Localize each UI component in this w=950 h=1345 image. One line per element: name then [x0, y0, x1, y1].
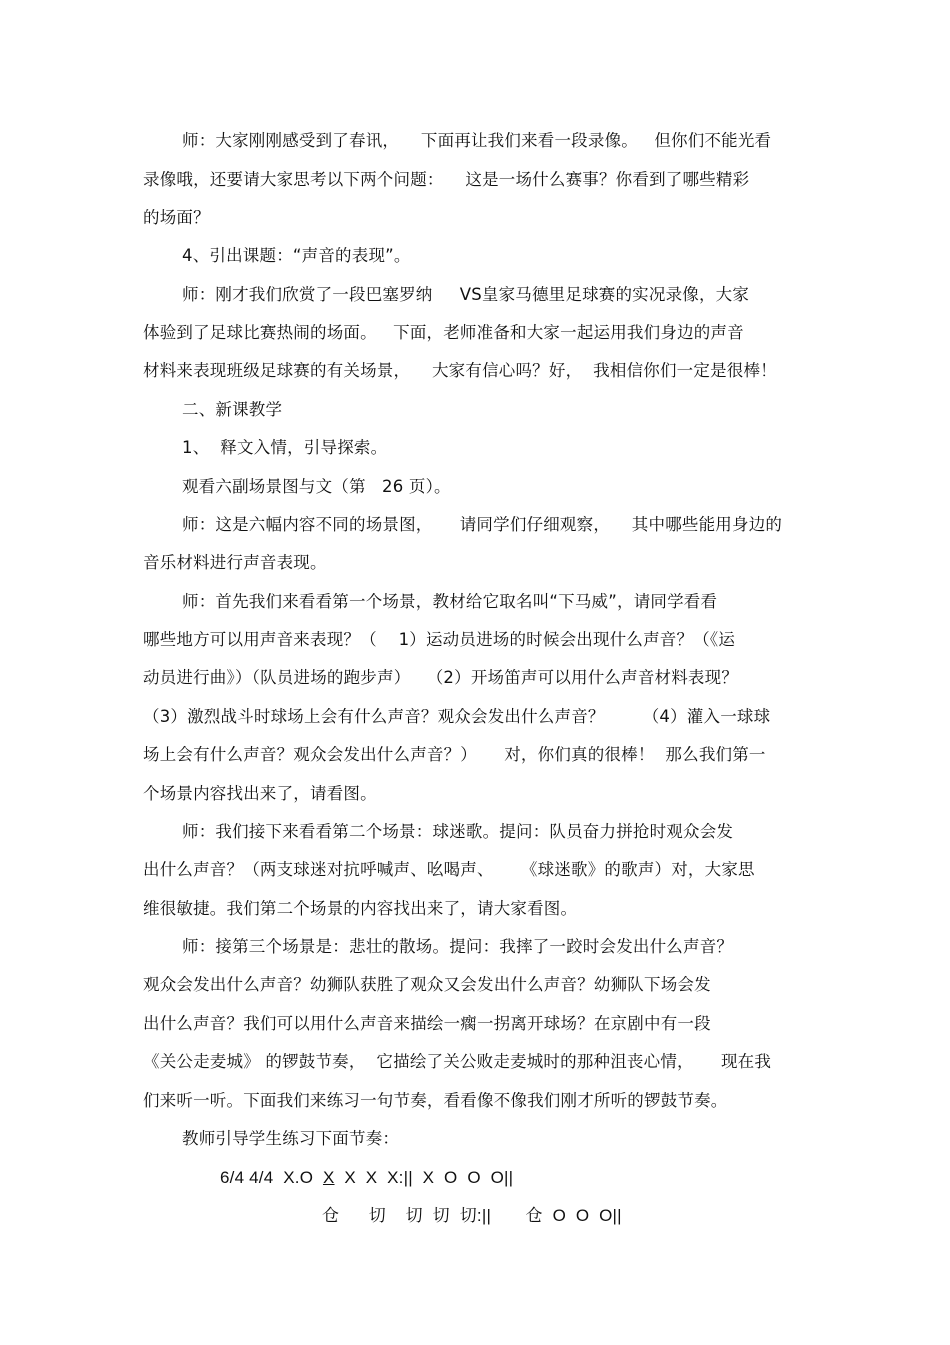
section-heading: 二、新课教学 — [182, 400, 283, 419]
rhythm-notation-line — [220, 1167, 513, 1189]
paragraph-line: 观看六副场景图与文（第 26 页）。 — [182, 477, 451, 496]
paragraph-line: 场上会有什么声音？观众会发出什么声音？） 对，你们真的很棒！ 那么我们第一 — [143, 745, 766, 764]
paragraph-line: 师：首先我们来看看第一个场景，教材给它取名叫“下马威”，请同学看看 — [182, 592, 718, 611]
paragraph-line: 体验到了足球比赛热闹的场面。 下面，老师准备和大家一起运用我们身边的声音 — [143, 323, 744, 342]
paragraph-line: 维很敏捷。我们第二个场景的内容找出来了，请大家看图。 — [143, 899, 578, 918]
paragraph-line: 观众会发出什么声音？幼狮队获胜了观众又会发出什么声音？幼狮队下场会发 — [143, 975, 711, 994]
rhythm-syllable-line: 仓 切 切 切 切:|| 仓 O O O|| — [322, 1206, 622, 1225]
rhythm-prefix: 6/4 4/4 X.O — [220, 1168, 323, 1187]
paragraph-line: 音乐材料进行声音表现。 — [143, 553, 327, 572]
paragraph-line: 们来听一听。下面我们来练习一句节奏，看看像不像我们刚才所听的锣鼓节奏。 — [143, 1091, 728, 1110]
paragraph-line: 师：大家刚刚感受到了春讯， 下面再让我们来看一段录像。 但你们不能光看 — [182, 131, 772, 150]
paragraph-line: 出什么声音？（两支球迷对抗呼喊声、吆喝声、 《球迷歌》的歌声）对，大家思 — [143, 860, 755, 879]
paragraph-line: 师：我们接下来看看第二个场景：球迷歌。提问：队员奋力拼抢时观众会发 — [182, 822, 734, 841]
paragraph-line: 动员进行曲》）（队员进场的跑步声） （2）开场笛声可以用什么声音材料表现？ — [143, 668, 739, 687]
paragraph-line: 《关公走麦城》 的锣鼓节奏， 它描绘了关公败走麦城时的那种沮丧心情， 现在我 — [143, 1052, 772, 1071]
rhythm-underlined-note: X — [322, 1168, 335, 1187]
paragraph-line: 录像哦，还要请大家思考以下两个问题： 这是一场什么赛事？你看到了哪些精彩 — [143, 170, 750, 189]
paragraph-line: 师：接第三个场景是：悲壮的散场。提问：我摔了一跤时会发出什么声音？ — [182, 937, 734, 956]
paragraph-line: 的场面？ — [143, 208, 210, 227]
rhythm-suffix: X X X:|| X O O O|| — [334, 1168, 514, 1187]
paragraph-line: 师：这是六幅内容不同的场景图， 请同学们仔细观察， 其中哪些能用身边的 — [182, 515, 783, 534]
paragraph-line: 师：刚才我们欣赏了一段巴塞罗纳 VS皇家马德里足球赛的实况录像，大家 — [182, 285, 750, 304]
subsection-heading: 1、 释文入情，引导探索。 — [182, 438, 388, 457]
paragraph-line: 哪些地方可以用声音来表现？（ 1）运动员进场的时候会出现什么声音？（《运 — [143, 630, 736, 649]
paragraph-line: 材料来表现班级足球赛的有关场景， 大家有信心吗？好， 我相信你们一定是很棒！ — [143, 361, 777, 380]
paragraph-line: 4、引出课题：“声音的表现”。 — [182, 246, 411, 265]
paragraph-line: （3）激烈战斗时球场上会有什么声音？观众会发出什么声音？ （4）灌入一球球 — [143, 707, 771, 726]
paragraph-line: 教师引导学生练习下面节奏： — [182, 1129, 400, 1148]
paragraph-line: 出什么声音？我们可以用什么声音来描绘一瘸一拐离开球场？在京剧中有一段 — [143, 1014, 711, 1033]
paragraph-line: 个场景内容找出来了，请看图。 — [143, 784, 377, 803]
